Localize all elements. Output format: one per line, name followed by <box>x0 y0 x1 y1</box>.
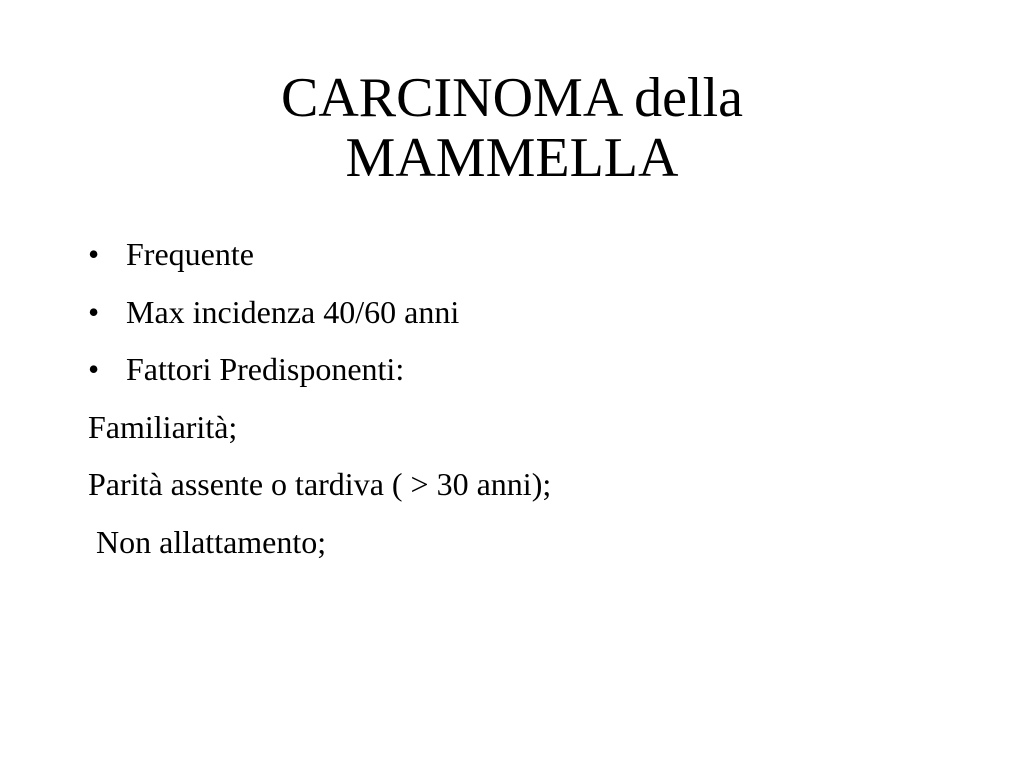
list-item-text: Fattori Predisponenti: <box>126 351 405 387</box>
slide-body-list <box>88 232 968 577</box>
list-item-parita <box>88 462 968 520</box>
list-item-text: Parità assente o tardiva ( > 30 anni); <box>88 466 552 502</box>
slide-title-line-2: MAMMELLA <box>345 127 679 189</box>
bullet-icon: • <box>88 293 100 330</box>
list-item-incidenza <box>88 290 968 348</box>
list-item-text: Frequente <box>126 236 254 272</box>
bullet-icon: • <box>88 351 100 387</box>
list-item-text: Non allattamento; <box>96 523 327 560</box>
list-item-familiarita <box>88 405 968 463</box>
slide-title <box>0 68 1024 188</box>
list-item-allattamento <box>88 520 968 578</box>
bullet-icon: • <box>88 236 100 272</box>
list-item-text: Familiarità; <box>88 408 238 445</box>
list-item-fattori <box>88 347 968 405</box>
list-item-text: Max incidenza 40/60 anni <box>126 293 460 330</box>
slide-title-line-1: CARCINOMA della <box>281 67 743 129</box>
list-item-frequente <box>88 232 968 290</box>
